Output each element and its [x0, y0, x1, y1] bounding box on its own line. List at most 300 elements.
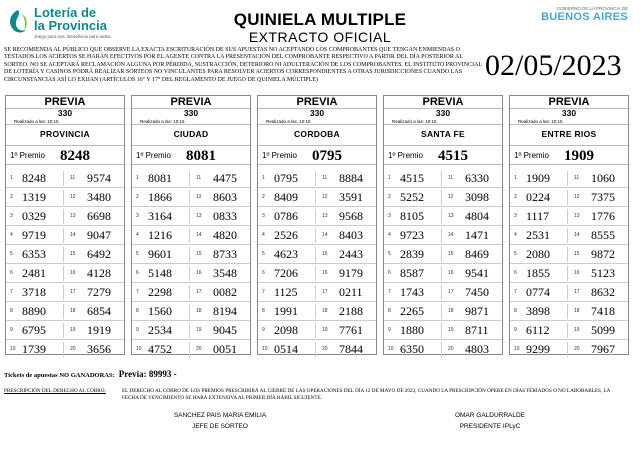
result-number: 9574: [87, 171, 111, 185]
position-index: 17: [322, 289, 328, 295]
result-number: 0833: [213, 209, 237, 223]
column-divider: [567, 285, 568, 300]
result-number: 3718: [22, 285, 46, 299]
result-number: 9179: [339, 266, 363, 280]
position-index: 15: [70, 251, 76, 257]
panel-jurisdiction: ENTRE RIOS: [541, 129, 597, 139]
position-index: 8: [388, 308, 391, 314]
result-number: 9045: [213, 323, 237, 337]
position-index: 7: [136, 289, 139, 295]
result-number: 7375: [591, 190, 615, 204]
result-number: 3164: [148, 209, 172, 223]
result-number: 6492: [87, 247, 111, 261]
result-number: 7279: [87, 285, 111, 299]
result-row: [384, 264, 502, 283]
result-number: 8632: [591, 285, 615, 299]
result-number: 4623: [274, 247, 298, 261]
position-index: 7: [514, 289, 517, 295]
result-number: 2265: [400, 304, 424, 318]
results-panel: [131, 95, 251, 355]
position-index: 20: [196, 346, 202, 352]
panel-sorteo: PREVIA: [132, 96, 250, 109]
column-divider: [189, 190, 190, 205]
results-list: [132, 169, 250, 359]
result-number: 4515: [400, 171, 424, 185]
result-row: [6, 207, 124, 226]
column-divider: [315, 285, 316, 300]
result-number: 4803: [465, 342, 489, 356]
result-number: 4475: [213, 171, 237, 185]
result-number: 1909: [526, 171, 550, 185]
position-index: 7: [262, 289, 265, 295]
position-index: 5: [262, 251, 265, 257]
position-index: 20: [322, 346, 328, 352]
position-index: 5: [514, 251, 517, 257]
result-number: 1319: [22, 190, 46, 204]
result-number: 8409: [274, 190, 298, 204]
position-index: 4: [10, 232, 13, 238]
first-prize-label: 1º Premio: [388, 151, 423, 160]
position-index: 6: [136, 270, 139, 276]
position-index: 13: [70, 213, 76, 219]
position-index: 3: [10, 213, 13, 219]
result-row: [6, 283, 124, 302]
panel-number: 330: [183, 108, 199, 118]
position-index: 19: [574, 327, 580, 333]
result-number: 0786: [274, 209, 298, 223]
position-index: 9: [262, 327, 265, 333]
result-row: [510, 340, 628, 359]
result-number: 1560: [148, 304, 172, 318]
result-row: [384, 169, 502, 188]
result-number: 2481: [22, 266, 46, 280]
result-number: 1919: [87, 323, 111, 337]
panel-jurisdiction: PROVINCIA: [40, 129, 90, 139]
position-index: 14: [322, 232, 328, 238]
position-index: 11: [448, 175, 454, 181]
position-index: 16: [574, 270, 580, 276]
result-number: 9541: [465, 266, 489, 280]
first-prize-value: 0795: [312, 148, 342, 164]
first-prize-row: [258, 145, 376, 165]
position-index: 5: [10, 251, 13, 257]
first-prize-label: 1º Premio: [136, 151, 171, 160]
position-index: 3: [262, 213, 265, 219]
position-index: 20: [70, 346, 76, 352]
result-number: 5148: [148, 266, 172, 280]
panel-sorteo: PREVIA: [6, 96, 124, 109]
column-divider: [189, 171, 190, 186]
position-index: 18: [448, 308, 454, 314]
panel-jurisdiction: CIUDAD: [173, 129, 209, 139]
position-index: 6: [262, 270, 265, 276]
position-index: 8: [136, 308, 139, 314]
position-index: 1: [136, 175, 139, 181]
result-number: 3098: [465, 190, 489, 204]
signature-left-name: SANCHEZ PAIS MARIA EMILIA: [173, 412, 267, 419]
column-divider: [567, 266, 568, 281]
position-index: 20: [448, 346, 454, 352]
position-index: 10: [10, 346, 16, 352]
result-row: [384, 321, 502, 340]
result-number: 7418: [591, 304, 615, 318]
page-title: QUINIELA MULTIPLE: [233, 10, 407, 29]
position-index: 11: [322, 175, 328, 181]
result-number: 3591: [339, 190, 363, 204]
position-index: 1: [10, 175, 13, 181]
result-row: [6, 340, 124, 359]
results-list: [258, 169, 376, 359]
column-divider: [567, 323, 568, 338]
position-index: 14: [448, 232, 454, 238]
position-index: 17: [448, 289, 454, 295]
panel-number: 330: [57, 108, 73, 118]
position-index: 10: [262, 346, 268, 352]
column-divider: [315, 323, 316, 338]
first-prize-value: 8248: [60, 148, 90, 164]
result-row: [132, 245, 250, 264]
column-divider: [567, 190, 568, 205]
position-index: 10: [136, 346, 142, 352]
result-row: [132, 321, 250, 340]
position-index: 2: [136, 194, 139, 200]
result-row: [258, 207, 376, 226]
result-row: [384, 188, 502, 207]
column-divider: [441, 171, 442, 186]
panel-number: 330: [435, 108, 451, 118]
position-index: 7: [10, 289, 13, 295]
panel-realizado: Realizado a las: 10:15: [258, 118, 376, 125]
position-index: 18: [322, 308, 328, 314]
result-number: 4752: [148, 342, 172, 356]
result-row: [384, 340, 502, 359]
result-row: [258, 340, 376, 359]
panel-number: 330: [561, 108, 577, 118]
column-divider: [441, 209, 442, 224]
column-divider: [63, 247, 64, 262]
result-number: 2526: [274, 228, 298, 242]
position-index: 20: [574, 346, 580, 352]
result-number: 1216: [148, 228, 172, 242]
prescription-text: EL DERECHO AL COBRO DE LOS PREMIOS PRESCRIBIRÁ AL CIERRE DE LAS OPERACIONES DEL DÍA 12 DE MAYO DE 2023, CUANDO LA PRESCRIPCIÓN OPERE EN DÍAS FERIADOS O NO LABORABLES, LA FECHA DE VENCIMIENTO SE HARÁ EXTENSIVA AL PRIMER DÍA HÁBIL SIGUIENTE.: [122, 388, 611, 401]
signature-left: [150, 410, 290, 432]
position-index: 10: [514, 346, 520, 352]
result-number: 3548: [213, 266, 237, 280]
result-row: [510, 226, 628, 245]
result-row: [258, 169, 376, 188]
panel-sorteo: PREVIA: [510, 96, 628, 109]
column-divider: [567, 304, 568, 319]
position-index: 9: [10, 327, 13, 333]
result-row: [258, 226, 376, 245]
result-number: 7967: [591, 342, 615, 356]
position-index: 8: [262, 308, 265, 314]
result-number: 3656: [87, 342, 111, 356]
result-row: [6, 302, 124, 321]
disclaimer-text: SE RECOMIENDA AL PÚBLICO QUE OBSERVE LA EXACTA ESCRITURACIÓN DE SUS APUESTAS NO ACEPTANDO LOS COMPROBANTES QUE TENGAN ENMIENDAS O TESTADOS.LOS ACIERTOS SE HARÁN EFECTIVOS POR EL AGENTE CONTRA LA PRESENTACIÓN DEL COMPROBANTE RESPECTIVO A PARTIR DEL DÍA POSTERIOR AL SORTEO. NO SE ACEPTARÁ RECLAMACIÓN ALGUNA POR PÉRDIDA, SUSTRACCIÓN, DETERIORO NI ADULTERACIÓN DE LOS COMPROBANTES. EL INSTITUTO PROVINCIAL DE LOTERÍA Y CASINOS PODRÁ REALIZAR SORTEOS NO VINCULANTES PARA RESOLVER ACIERTOS CORRESPONDIENTES A OTRAS JURISDICCIONES CUANDO LAS CIRCUNSTANCIAS ASÍ LO EXIJAN (ARTÍCULOS 16° Y 17° DEL REGLAMENTO DE JUEGO DE QUINIELA MÚLTIPLE): [4, 47, 482, 83]
government-line: GOBIERNO DE LA PROVINCIA DE: [556, 6, 628, 11]
logo-tagline: Juego para vos. Beneficios para todos.: [34, 34, 112, 39]
position-index: 12: [70, 194, 76, 200]
results-list: [384, 169, 502, 359]
position-index: 4: [514, 232, 517, 238]
result-number: 2839: [400, 247, 424, 261]
result-row: [132, 226, 250, 245]
result-number: 1125: [274, 285, 298, 299]
column-divider: [189, 304, 190, 319]
column-divider: [189, 323, 190, 338]
result-number: 6353: [22, 247, 46, 261]
result-row: [258, 302, 376, 321]
result-row: [510, 169, 628, 188]
panel-sorteo: PREVIA: [384, 96, 502, 109]
column-divider: [189, 228, 190, 243]
logo-title-line1: Lotería de: [34, 5, 97, 20]
column-divider: [441, 247, 442, 262]
column-divider: [567, 342, 568, 357]
position-index: 15: [574, 251, 580, 257]
result-number: 8711: [465, 323, 489, 337]
results-panel: [5, 95, 125, 355]
result-row: [384, 302, 502, 321]
result-row: [384, 245, 502, 264]
column-divider: [441, 285, 442, 300]
result-number: 8603: [213, 190, 237, 204]
position-index: 5: [136, 251, 139, 257]
result-number: 7206: [274, 266, 298, 280]
position-index: 11: [70, 175, 76, 181]
position-index: 12: [574, 194, 580, 200]
result-row: [258, 188, 376, 207]
result-number: 6795: [22, 323, 46, 337]
position-index: 19: [322, 327, 328, 333]
panel-realizado: Realizado a las: 10:15: [132, 118, 250, 125]
column-divider: [63, 228, 64, 243]
panel-number: 330: [309, 108, 325, 118]
column-divider: [189, 285, 190, 300]
column-divider: [189, 209, 190, 224]
result-number: 2443: [339, 247, 363, 261]
position-index: 18: [70, 308, 76, 314]
result-row: [510, 264, 628, 283]
result-number: 6330: [465, 171, 489, 185]
column-divider: [63, 266, 64, 281]
result-row: [132, 264, 250, 283]
position-index: 5: [388, 251, 391, 257]
column-divider: [315, 342, 316, 357]
result-number: 9299: [526, 342, 550, 356]
result-number: 8733: [213, 247, 237, 261]
column-divider: [63, 190, 64, 205]
position-index: 14: [70, 232, 76, 238]
position-index: 1: [262, 175, 265, 181]
prescription-label: PRESCRIPCIÓN DEL DERECHO AL COBRO:: [4, 388, 106, 394]
column-divider: [567, 209, 568, 224]
result-number: 5252: [400, 190, 424, 204]
column-divider: [63, 323, 64, 338]
column-divider: [441, 304, 442, 319]
result-row: [132, 207, 250, 226]
column-divider: [315, 171, 316, 186]
result-row: [132, 188, 250, 207]
position-index: 11: [196, 175, 202, 181]
non-winning-tickets: [4, 364, 177, 382]
results-panel: [383, 95, 503, 355]
position-index: 8: [10, 308, 13, 314]
position-index: 4: [136, 232, 139, 238]
result-number: 2298: [148, 285, 172, 299]
position-index: 9: [514, 327, 517, 333]
position-index: 11: [574, 175, 580, 181]
position-index: 7: [388, 289, 391, 295]
result-row: [132, 340, 250, 359]
position-index: 6: [514, 270, 517, 276]
position-index: 15: [322, 251, 328, 257]
result-row: [510, 245, 628, 264]
position-index: 2: [388, 194, 391, 200]
column-divider: [63, 304, 64, 319]
first-prize-value: 1909: [564, 148, 594, 164]
column-divider: [189, 342, 190, 357]
first-prize-label: 1º Premio: [10, 151, 45, 160]
column-divider: [567, 228, 568, 243]
signature-right: [420, 410, 560, 432]
result-number: 1060: [591, 171, 615, 185]
first-prize-row: [510, 145, 628, 165]
column-divider: [63, 285, 64, 300]
first-prize-label: 1º Premio: [262, 151, 297, 160]
result-number: 8403: [339, 228, 363, 242]
result-number: 7844: [339, 342, 363, 356]
result-number: 1776: [591, 209, 615, 223]
result-number: 5123: [591, 266, 615, 280]
result-number: 1739: [22, 342, 46, 356]
first-prize-row: [6, 145, 124, 165]
results-list: [6, 169, 124, 359]
signature-left-role: JEFE DE SORTEO: [192, 423, 248, 430]
result-row: [258, 245, 376, 264]
position-index: 14: [196, 232, 202, 238]
column-divider: [567, 247, 568, 262]
result-number: 1880: [400, 323, 424, 337]
result-number: 6854: [87, 304, 111, 318]
first-prize-value: 4515: [438, 148, 468, 164]
column-divider: [189, 247, 190, 262]
column-divider: [63, 342, 64, 357]
result-row: [510, 321, 628, 340]
column-divider: [315, 304, 316, 319]
result-number: 8469: [465, 247, 489, 261]
position-index: 3: [136, 213, 139, 219]
panel-realizado: Realizado a las: 10:15: [6, 118, 124, 125]
result-number: 0051: [213, 342, 237, 356]
position-index: 17: [574, 289, 580, 295]
column-divider: [441, 323, 442, 338]
result-number: 9601: [148, 247, 172, 261]
logo-title-line2: la Provincia: [34, 18, 107, 33]
position-index: 16: [448, 270, 454, 276]
result-number: 9719: [22, 228, 46, 242]
position-index: 1: [514, 175, 517, 181]
result-number: 7450: [465, 285, 489, 299]
result-number: 4820: [213, 228, 237, 242]
result-number: 8555: [591, 228, 615, 242]
position-index: 4: [262, 232, 265, 238]
panel-realizado: Realizado a las: 10:15: [510, 118, 628, 125]
first-prize-value: 8081: [186, 148, 216, 164]
signature-right-name: OMAR GALDURRALDE: [454, 412, 526, 419]
result-row: [258, 264, 376, 283]
result-row: [6, 321, 124, 340]
position-index: 17: [70, 289, 76, 295]
position-index: 9: [388, 327, 391, 333]
result-number: 0082: [213, 285, 237, 299]
position-index: 15: [196, 251, 202, 257]
position-index: 13: [574, 213, 580, 219]
result-row: [6, 226, 124, 245]
result-row: [132, 302, 250, 321]
result-row: [6, 245, 124, 264]
panel-sorteo: PREVIA: [258, 96, 376, 109]
result-row: [132, 283, 250, 302]
column-divider: [63, 209, 64, 224]
page-subtitle: EXTRACTO OFICIAL: [248, 29, 392, 45]
column-divider: [315, 190, 316, 205]
column-divider: [315, 266, 316, 281]
panel-realizado: Realizado a las: 10:15: [384, 118, 502, 125]
position-index: 6: [388, 270, 391, 276]
result-number: 3480: [87, 190, 111, 204]
position-index: 13: [448, 213, 454, 219]
result-row: [510, 283, 628, 302]
result-number: 6112: [526, 323, 550, 337]
result-number: 2080: [526, 247, 550, 261]
result-number: 2534: [148, 323, 172, 337]
position-index: 2: [514, 194, 517, 200]
result-number: 1471: [465, 228, 489, 242]
result-number: 9047: [87, 228, 111, 242]
position-index: 15: [448, 251, 454, 257]
position-index: 10: [388, 346, 394, 352]
government-name: BUENOS AIRES: [541, 11, 628, 23]
position-index: 13: [322, 213, 328, 219]
position-index: 18: [574, 308, 580, 314]
position-index: 18: [196, 308, 202, 314]
draw-date: 02/05/2023: [485, 49, 622, 82]
result-number: 4128: [87, 266, 111, 280]
result-number: 6350: [400, 342, 424, 356]
position-index: 4: [388, 232, 391, 238]
position-index: 13: [196, 213, 202, 219]
position-index: 14: [574, 232, 580, 238]
position-index: 16: [322, 270, 328, 276]
position-index: 16: [70, 270, 76, 276]
result-number: 8105: [400, 209, 424, 223]
position-index: 2: [262, 194, 265, 200]
column-divider: [189, 266, 190, 281]
position-index: 9: [136, 327, 139, 333]
result-number: 7761: [339, 323, 363, 337]
result-number: 0514: [274, 342, 298, 356]
result-number: 0329: [22, 209, 46, 223]
first-prize-row: [384, 145, 502, 165]
result-number: 8884: [339, 171, 363, 185]
position-index: 19: [70, 327, 76, 333]
result-number: 4804: [465, 209, 489, 223]
result-number: 8194: [213, 304, 237, 318]
result-number: 0795: [274, 171, 298, 185]
column-divider: [315, 209, 316, 224]
